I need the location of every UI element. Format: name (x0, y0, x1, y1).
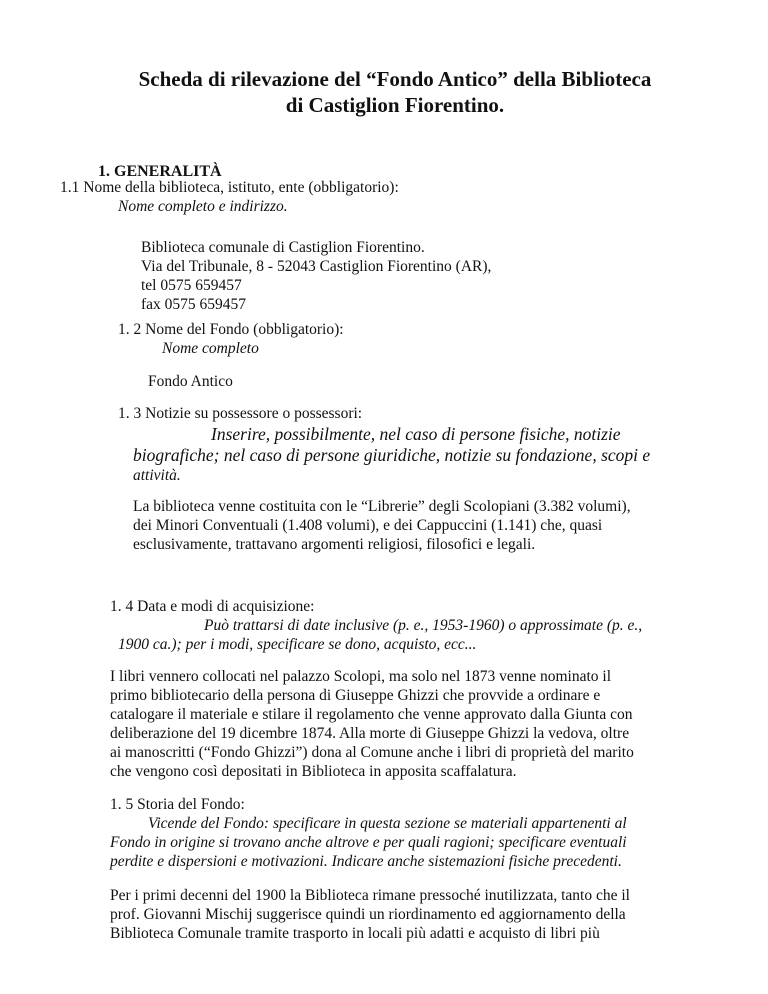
field-hint-1-4: 1900 ca.); per i modi, specificare se dono, acquisto, ecc... (118, 636, 477, 653)
address-line: Biblioteca comunale di Castiglion Fiorentino. (141, 239, 425, 256)
title-line-2: di Castiglion Fiorentino. (285, 93, 505, 117)
field-value-1-2: Fondo Antico (148, 373, 233, 390)
paragraph-line: Biblioteca Comunale tramite trasporto in locali più adatti e acquisto di libri più (110, 925, 600, 942)
document-title (60, 66, 730, 118)
paragraph-line: prof. Giovanni Mischij suggerisce quindi un riordinamento ed aggiornamento della (110, 906, 626, 923)
address-line: tel 0575 659457 (141, 277, 242, 294)
field-label-1-1: 1.1 Nome della biblioteca, istituto, ente (obbligatorio): (60, 179, 399, 196)
field-label-1-2: 1. 2 Nome del Fondo (obbligatorio): (118, 321, 344, 338)
field-label-1-5: 1. 5 Storia del Fondo: (110, 796, 245, 813)
paragraph-line: Per i primi decenni del 1900 la Biblioteca rimane pressoché inutilizzata, tanto che il (110, 887, 630, 904)
field-hint-1-5: Vicende del Fondo: specificare in questa sezione se materiali appartenenti al (148, 815, 627, 832)
field-label-1-4: 1. 4 Data e modi di acquisizione: (110, 598, 315, 615)
paragraph-line: ai manoscritti (“Fondo Ghizzi”) dona al Comune anche i libri di proprietà del marito (110, 744, 634, 761)
address-line: fax 0575 659457 (141, 296, 247, 313)
field-hint-1-4: Può trattarsi di date inclusive (p. e., 1953-1960) o approssimate (p. e., (204, 617, 643, 634)
field-hint-1-1: Nome completo e indirizzo. (118, 198, 288, 215)
field-hint-1-5: Fondo in origine si trovano anche altrove e per quali ragioni; specificare eventuali (110, 834, 627, 851)
paragraph-line: dei Minori Conventuali (1.408 volumi), e dei Cappuccini (1.141) che, quasi (133, 517, 603, 534)
paragraph-line: che vengono così depositati in Biblioteca in apposita scaffalatura. (110, 763, 517, 780)
paragraph-line: catalogare il materiale e stilare il regolamento che venne approvato dalla Giunta con (110, 706, 633, 723)
field-hint-1-3: Inserire, possibilmente, nel caso di persone fisiche, notizie (211, 424, 621, 444)
address-line: Via del Tribunale, 8 - 52043 Castiglion Fiorentino (AR), (141, 258, 492, 275)
field-hint-1-3: attività. (133, 467, 181, 484)
paragraph-line: I libri vennero collocati nel palazzo Scolopi, ma solo nel 1873 venne nominato il (110, 668, 612, 685)
section-heading-generalita: 1. GENERALITÀ (98, 163, 222, 180)
field-label-1-3: 1. 3 Notizie su possessore o possessori: (118, 405, 363, 422)
paragraph-line: esclusivamente, trattavano argomenti religiosi, filosofici e legali. (133, 536, 536, 553)
paragraph-line: La biblioteca venne costituita con le “Librerie” degli Scolopiani (3.382 volumi), (133, 498, 631, 515)
paragraph-line: deliberazione del 19 dicembre 1874. Alla morte di Giuseppe Ghizzi la vedova, oltre (110, 725, 630, 742)
field-hint-1-2: Nome completo (162, 340, 259, 357)
paragraph-line: primo bibliotecario della persona di Giuseppe Ghizzi che provvide a ordinare e (110, 687, 601, 704)
title-line-1: Scheda di rilevazione del “Fondo Antico” della Biblioteca (138, 67, 652, 91)
field-hint-1-5: perdite e dispersioni e motivazioni. Indicare anche sistemazioni fisiche precedenti. (110, 853, 622, 870)
field-hint-1-3: biografiche; nel caso di persone giuridiche, notizie su fondazione, scopi e (133, 445, 651, 465)
